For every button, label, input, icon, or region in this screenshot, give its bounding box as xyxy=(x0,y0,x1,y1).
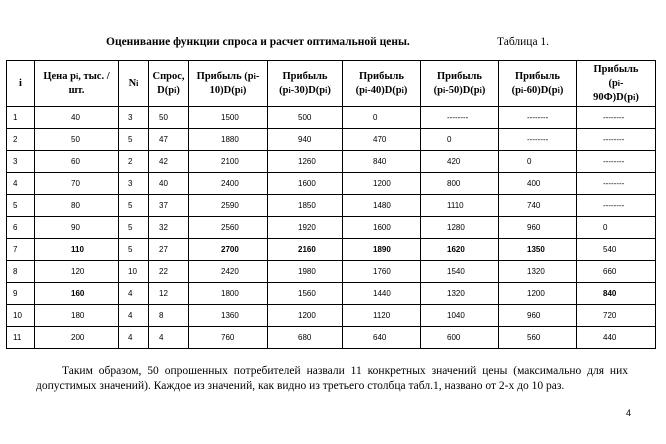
table-cell: 1890 xyxy=(343,239,421,261)
table-cell: 1040 xyxy=(421,305,499,327)
table-cell: 1200 xyxy=(343,173,421,195)
table-cell: 760 xyxy=(189,327,268,349)
table-row xyxy=(7,239,656,261)
table-cell: 1800 xyxy=(189,283,268,305)
table-cell: -------- xyxy=(577,151,656,173)
table-cell: 1760 xyxy=(343,261,421,283)
table-cell: 5 xyxy=(119,217,149,239)
table-cell: 3 xyxy=(119,173,149,195)
table-cell: 1600 xyxy=(343,217,421,239)
table-cell: 40 xyxy=(149,173,189,195)
table-cell: 1320 xyxy=(421,283,499,305)
table-cell: 60 xyxy=(35,151,119,173)
col-header-i: i xyxy=(7,61,35,107)
table-row xyxy=(7,107,656,129)
table-row xyxy=(7,327,656,349)
table-cell: 50 xyxy=(35,129,119,151)
table-cell: 940 xyxy=(268,129,343,151)
table-cell: 9 xyxy=(7,283,35,305)
table-cell: 32 xyxy=(149,217,189,239)
table-cell: 7 xyxy=(7,239,35,261)
table-cell: 420 xyxy=(421,151,499,173)
table-cell: 4 xyxy=(119,283,149,305)
table-cell: 22 xyxy=(149,261,189,283)
table-cell: 70 xyxy=(35,173,119,195)
col-header-profit-10: Прибыль (pi- 10)D(pi) xyxy=(189,61,268,107)
table-cell: 0 xyxy=(421,129,499,151)
table-cell: 500 xyxy=(268,107,343,129)
table-cell: 10 xyxy=(119,261,149,283)
table-cell: 1350 xyxy=(499,239,577,261)
table-row xyxy=(7,129,656,151)
table-cell: 560 xyxy=(499,327,577,349)
table-cell: 0 xyxy=(343,107,421,129)
table-cell: 27 xyxy=(149,239,189,261)
table-cell: 1200 xyxy=(499,283,577,305)
table-cell: 680 xyxy=(268,327,343,349)
table-cell: 37 xyxy=(149,195,189,217)
title-row xyxy=(0,36,666,52)
table-cell: 6 xyxy=(7,217,35,239)
col-header-n: Ni xyxy=(119,61,149,107)
table-cell: 2590 xyxy=(189,195,268,217)
table-cell: 1200 xyxy=(268,305,343,327)
table-cell: 1480 xyxy=(343,195,421,217)
table-cell: 200 xyxy=(35,327,119,349)
table-cell: 4 xyxy=(119,327,149,349)
table-cell: 960 xyxy=(499,217,577,239)
table-cell: 2100 xyxy=(189,151,268,173)
table-row xyxy=(7,283,656,305)
table-cell: 80 xyxy=(35,195,119,217)
table-cell: 1880 xyxy=(189,129,268,151)
table-cell: 800 xyxy=(421,173,499,195)
table-cell: 640 xyxy=(343,327,421,349)
table-header-row xyxy=(7,61,656,107)
table-cell: 440 xyxy=(577,327,656,349)
table-cell: 40 xyxy=(35,107,119,129)
col-header-profit-90: Прибыль (pi- 90Ф)D(pi) xyxy=(577,61,656,107)
table-cell: 1320 xyxy=(499,261,577,283)
table-cell: -------- xyxy=(577,129,656,151)
col-header-demand: Спрос, D(pi) xyxy=(149,61,189,107)
table-row xyxy=(7,305,656,327)
table-cell: 1440 xyxy=(343,283,421,305)
table-cell: 2700 xyxy=(189,239,268,261)
table-cell: 2560 xyxy=(189,217,268,239)
table-cell: 4 xyxy=(119,305,149,327)
col-header-profit-30: Прибыль (pi-30)D(pi) xyxy=(268,61,343,107)
table-cell: 1600 xyxy=(268,173,343,195)
table-cell: 840 xyxy=(577,283,656,305)
demand-table xyxy=(6,60,656,349)
table-cell: 400 xyxy=(499,173,577,195)
table-cell: -------- xyxy=(577,173,656,195)
table-cell: -------- xyxy=(499,129,577,151)
table-cell: 42 xyxy=(149,151,189,173)
table-cell: 1110 xyxy=(421,195,499,217)
table-row xyxy=(7,195,656,217)
table-cell: 2420 xyxy=(189,261,268,283)
summary-paragraph: Таким образом, 50 опрошенных потребителей назвали 11 конкретных значений цены (максимально для них допустимых значений). Каждое из значений, как видно из третьего столбца табл.1, названо от 2-х до 10 раз. xyxy=(36,365,628,392)
table-cell: 600 xyxy=(421,327,499,349)
table-cell: 720 xyxy=(577,305,656,327)
table-cell: 3 xyxy=(119,107,149,129)
table-cell: 5 xyxy=(119,239,149,261)
table-cell: 47 xyxy=(149,129,189,151)
table-cell: 2 xyxy=(7,129,35,151)
table-cell: 470 xyxy=(343,129,421,151)
table-cell: 3 xyxy=(7,151,35,173)
table-cell: 2160 xyxy=(268,239,343,261)
table-cell: 50 xyxy=(149,107,189,129)
table-row xyxy=(7,151,656,173)
table-cell: 12 xyxy=(149,283,189,305)
table-row xyxy=(7,217,656,239)
col-header-profit-50: Прибыль (pi-50)D(pi) xyxy=(421,61,499,107)
table-cell: 1560 xyxy=(268,283,343,305)
table-number: Таблица 1. xyxy=(497,36,550,48)
table-cell: 180 xyxy=(35,305,119,327)
col-header-profit-60: Прибыль (pi-60)D(pi) xyxy=(499,61,577,107)
table-cell: 160 xyxy=(35,283,119,305)
table-cell: 4 xyxy=(149,327,189,349)
table-cell: 1 xyxy=(7,107,35,129)
table-cell: 2400 xyxy=(189,173,268,195)
table-cell: 11 xyxy=(7,327,35,349)
table-cell: 0 xyxy=(499,151,577,173)
table-cell: 5 xyxy=(7,195,35,217)
table-cell: 0 xyxy=(577,217,656,239)
table-cell: 1280 xyxy=(421,217,499,239)
table-cell: 840 xyxy=(343,151,421,173)
table-cell: 740 xyxy=(499,195,577,217)
table-cell: 1620 xyxy=(421,239,499,261)
table-cell: 960 xyxy=(499,305,577,327)
table-cell: 110 xyxy=(35,239,119,261)
table-cell: 540 xyxy=(577,239,656,261)
table-cell: 1500 xyxy=(189,107,268,129)
table-cell: -------- xyxy=(421,107,499,129)
table-cell: 1540 xyxy=(421,261,499,283)
table-caption: Оценивание функции спроса и расчет оптимальной цены. xyxy=(106,36,410,48)
table-cell: 5 xyxy=(119,195,149,217)
table-cell: 8 xyxy=(7,261,35,283)
table-cell: 4 xyxy=(7,173,35,195)
col-header-profit-40: Прибыль (pi-40)D(pi) xyxy=(343,61,421,107)
table-cell: 1360 xyxy=(189,305,268,327)
table-row xyxy=(7,261,656,283)
page-number: 4 xyxy=(626,408,632,418)
table-cell: 90 xyxy=(35,217,119,239)
table-cell: 10 xyxy=(7,305,35,327)
table-cell: -------- xyxy=(499,107,577,129)
table-cell: 1920 xyxy=(268,217,343,239)
table-cell: -------- xyxy=(577,195,656,217)
table-cell: 2 xyxy=(119,151,149,173)
table-cell: -------- xyxy=(577,107,656,129)
table-cell: 5 xyxy=(119,129,149,151)
table-row xyxy=(7,173,656,195)
table-cell: 1850 xyxy=(268,195,343,217)
col-header-price: Цена рi, тыс. / шт. xyxy=(35,61,119,107)
table-cell: 1980 xyxy=(268,261,343,283)
table-cell: 660 xyxy=(577,261,656,283)
table-cell: 1120 xyxy=(343,305,421,327)
table-cell: 120 xyxy=(35,261,119,283)
table-cell: 8 xyxy=(149,305,189,327)
table-cell: 1260 xyxy=(268,151,343,173)
